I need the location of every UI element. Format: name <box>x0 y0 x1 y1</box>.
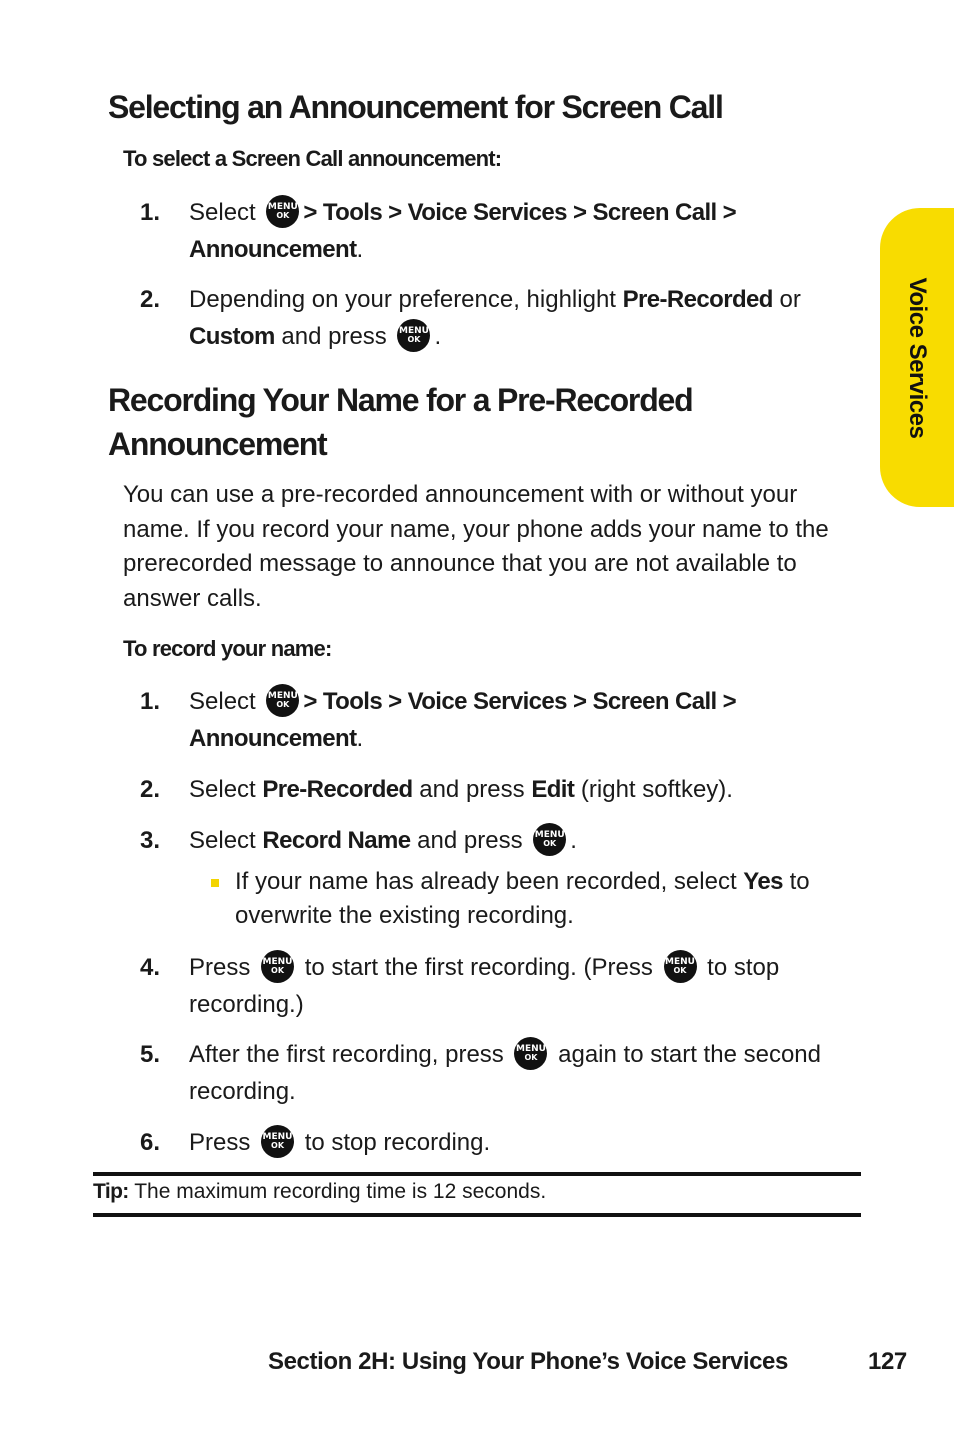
step-text: and press <box>419 776 525 803</box>
step-text: to stop recording. <box>304 1129 491 1156</box>
step-text: . <box>356 236 364 263</box>
footer-section-title: Section 2H: Using Your Phone’s Voice Services <box>268 1348 788 1375</box>
step-number: 1. <box>140 688 161 715</box>
step-text: to start the first recording. (Press <box>304 954 653 981</box>
step-number: 6. <box>140 1129 161 1156</box>
menu-ok-key-icon: MENU OK <box>261 1125 294 1158</box>
bullet-text: If your name has already been recorded, select <box>235 868 737 895</box>
tip-bottom-rule <box>93 1213 861 1217</box>
menu-path: > Tools > Voice Services > Screen Call > <box>303 199 737 226</box>
bullet-text: to overwrite the existing recording. <box>235 868 810 929</box>
menu-ok-key-icon: MENU OK <box>266 684 299 717</box>
menu-ok-key-icon: MENU OK <box>514 1037 547 1070</box>
section-paragraph: You can use a pre-recorded announcement with or without your name. If you record your name, your phone adds your name to the prerecorded message to announce that you are not available to answer calls. <box>123 481 829 612</box>
step-number: 3. <box>140 827 161 854</box>
step-number: 2. <box>140 776 161 803</box>
menu-ok-key-icon: MENU OK <box>533 823 566 856</box>
tip-text: The maximum recording time is 12 seconds. <box>134 1180 547 1203</box>
step-number: 1. <box>140 199 161 226</box>
step-text: and press <box>281 323 387 350</box>
instructions-intro-select: To select a Screen Call announcement: <box>123 146 502 171</box>
section-side-tab <box>880 208 954 507</box>
step-text: Select <box>189 688 256 715</box>
menu-path: > Tools > Voice Services > Screen Call > <box>303 688 737 715</box>
step-text: After the first recording, press <box>189 1041 504 1068</box>
section-title-record-name: Recording Your Name for a Pre-Recorded Announcement <box>108 382 693 462</box>
step-text: and press <box>417 827 523 854</box>
step-text: Select <box>189 199 256 226</box>
menu-ok-key-icon: MENU OK <box>664 950 697 983</box>
section-title-screen-call: Selecting an Announcement for Screen Call <box>108 89 723 125</box>
option-yes: Yes <box>743 868 783 895</box>
step-text: Select <box>189 827 256 854</box>
tip-label: Tip: <box>93 1180 129 1203</box>
step-text: Depending on your preference, highlight <box>189 286 616 313</box>
step-text: Select <box>189 776 256 803</box>
step-text: . <box>356 725 364 752</box>
step-number: 2. <box>140 286 161 313</box>
menu-target: Announcement <box>189 725 357 752</box>
side-tab-label: Voice Services <box>904 277 931 438</box>
step-text: . <box>434 323 442 350</box>
step-text: (right softkey). <box>580 776 733 803</box>
square-bullet-icon <box>211 879 219 887</box>
softkey-edit: Edit <box>531 776 575 803</box>
menu-ok-key-icon: MENU OK <box>266 195 299 228</box>
option-custom: Custom <box>189 323 275 350</box>
page-number: 127 <box>868 1348 907 1375</box>
instructions-intro-record: To record your name: <box>123 636 332 661</box>
menu-ok-key-icon: MENU OK <box>397 319 430 352</box>
step-text: or <box>779 286 801 313</box>
option-pre-recorded: Pre-Recorded <box>622 286 773 313</box>
tip-top-rule <box>93 1172 861 1176</box>
step-text: . <box>570 827 577 854</box>
step-text: again to start the second recording. <box>189 1041 821 1105</box>
option-record-name: Record Name <box>262 827 411 854</box>
step-text: Press <box>189 1129 251 1156</box>
menu-target: Announcement <box>189 236 357 263</box>
tip-box <box>93 1179 861 1205</box>
menu-ok-key-icon: MENU OK <box>261 950 294 983</box>
step-number: 4. <box>140 954 161 981</box>
step-number: 5. <box>140 1041 161 1068</box>
step-text: to stop recording.) <box>189 954 780 1018</box>
step-text: Press <box>189 954 251 981</box>
option-pre-recorded: Pre-Recorded <box>262 776 413 803</box>
